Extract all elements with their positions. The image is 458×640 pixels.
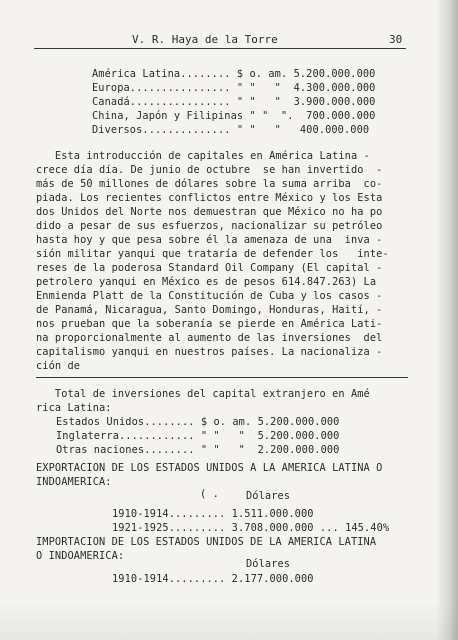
scan-shadow-bottom — [0, 600, 458, 640]
paragraph-line: de Panamá, Nicaragua, Santo Domingo, Honduras, Haití, - — [36, 304, 383, 316]
paragraph-line: Esta introducción de capitales en América Latina - — [36, 150, 370, 162]
paragraph-line: na proporcionalmente al aumento de las inversiones del — [36, 332, 383, 344]
table-row: 1910-1914......... 2.177.000.000 — [112, 573, 314, 585]
paragraph-line: crece día día. De junio de octubre se han invertido - — [36, 164, 383, 176]
running-title: V. R. Haya de la Torre — [132, 33, 278, 46]
paragraph-line: petrolero yanqui en México es de pesos 614.847.263) La — [36, 276, 377, 288]
scan-shadow-right — [436, 0, 458, 640]
paragraph-line: dos Unidos del Norte nos demuestran que México no ha po — [36, 206, 383, 218]
paragraph-line: capitalismo yanqui en nuestros países. La nacionaliza - — [36, 346, 383, 358]
paragraph-line: hasta hoy y que pesa sobre él la amenaza de una inva - — [36, 234, 383, 246]
table-row: Inglaterra............ " " " 5.200.000.000 — [56, 430, 340, 442]
page-number: 30 — [389, 33, 403, 46]
paragraph-line: Enmienda Platt de la Constitución de Cuba y los casos - — [36, 290, 383, 302]
paragraph-line: sión militar yanqui que trataría de defender los inte- — [36, 248, 389, 260]
paragraph-line: más de 50 millones de dólares sobre la suma arriba co- — [36, 178, 383, 190]
table-row: Europa................ " " " 4.300.000.000 — [92, 82, 376, 94]
table-row: Estados Unidos........ $ o. am. 5.200.000.000 — [56, 416, 340, 428]
header-rule — [34, 48, 406, 49]
table-row: Canadá................ " " " 3.900.000.000 — [92, 96, 376, 108]
paragraph-line: piada. Los recientes conflictos entre México y los Esta — [36, 192, 383, 204]
section-heading: O INDOAMERICA: — [36, 550, 125, 562]
table-row: Otras naciones........ " " " 2.200.000.000 — [56, 444, 340, 456]
paragraph-line: nos prueban que la soberanía se pierde en América Lati- — [36, 318, 383, 330]
section-heading: IMPORTACION DE LOS ESTADOS UNIDOS DE LA AMERICA LATINA — [36, 536, 377, 548]
section-intro-line: rica Latina: — [36, 402, 112, 414]
table-row: China, Japón y Filipinas " " ". 700.000.000 — [92, 110, 376, 122]
section-divider — [36, 377, 408, 378]
section-heading: INDOAMERICA: — [36, 476, 112, 488]
table-row: Diversos.............. " " " 400.000.000 — [92, 124, 370, 136]
table-row: América Latina........ $ o. am. 5.200.000.000 — [92, 68, 376, 80]
paragraph-line: reses de la poderosa Standard Oil Company (El capital - — [36, 262, 383, 274]
table-row: 1910-1914......... 1.511.000.000 — [112, 508, 314, 520]
paragraph-line: ción de — [36, 360, 81, 372]
column-header: Dólares — [246, 558, 291, 570]
column-header: Dólares — [246, 490, 291, 502]
table-row: 1921-1925......... 3.708.000.000 ... 145.40% — [112, 522, 390, 534]
section-heading: EXPORTACION DE LOS ESTADOS UNIDOS A LA AMERICA LATINA O — [36, 462, 383, 474]
paragraph-line: dido a pesar de sus esfuerzos, nacionalizar su petróleo — [36, 220, 383, 232]
stray-marks: ( . — [200, 488, 219, 500]
section-intro-line: Total de inversiones del capital extranjero en Amé — [36, 388, 370, 400]
